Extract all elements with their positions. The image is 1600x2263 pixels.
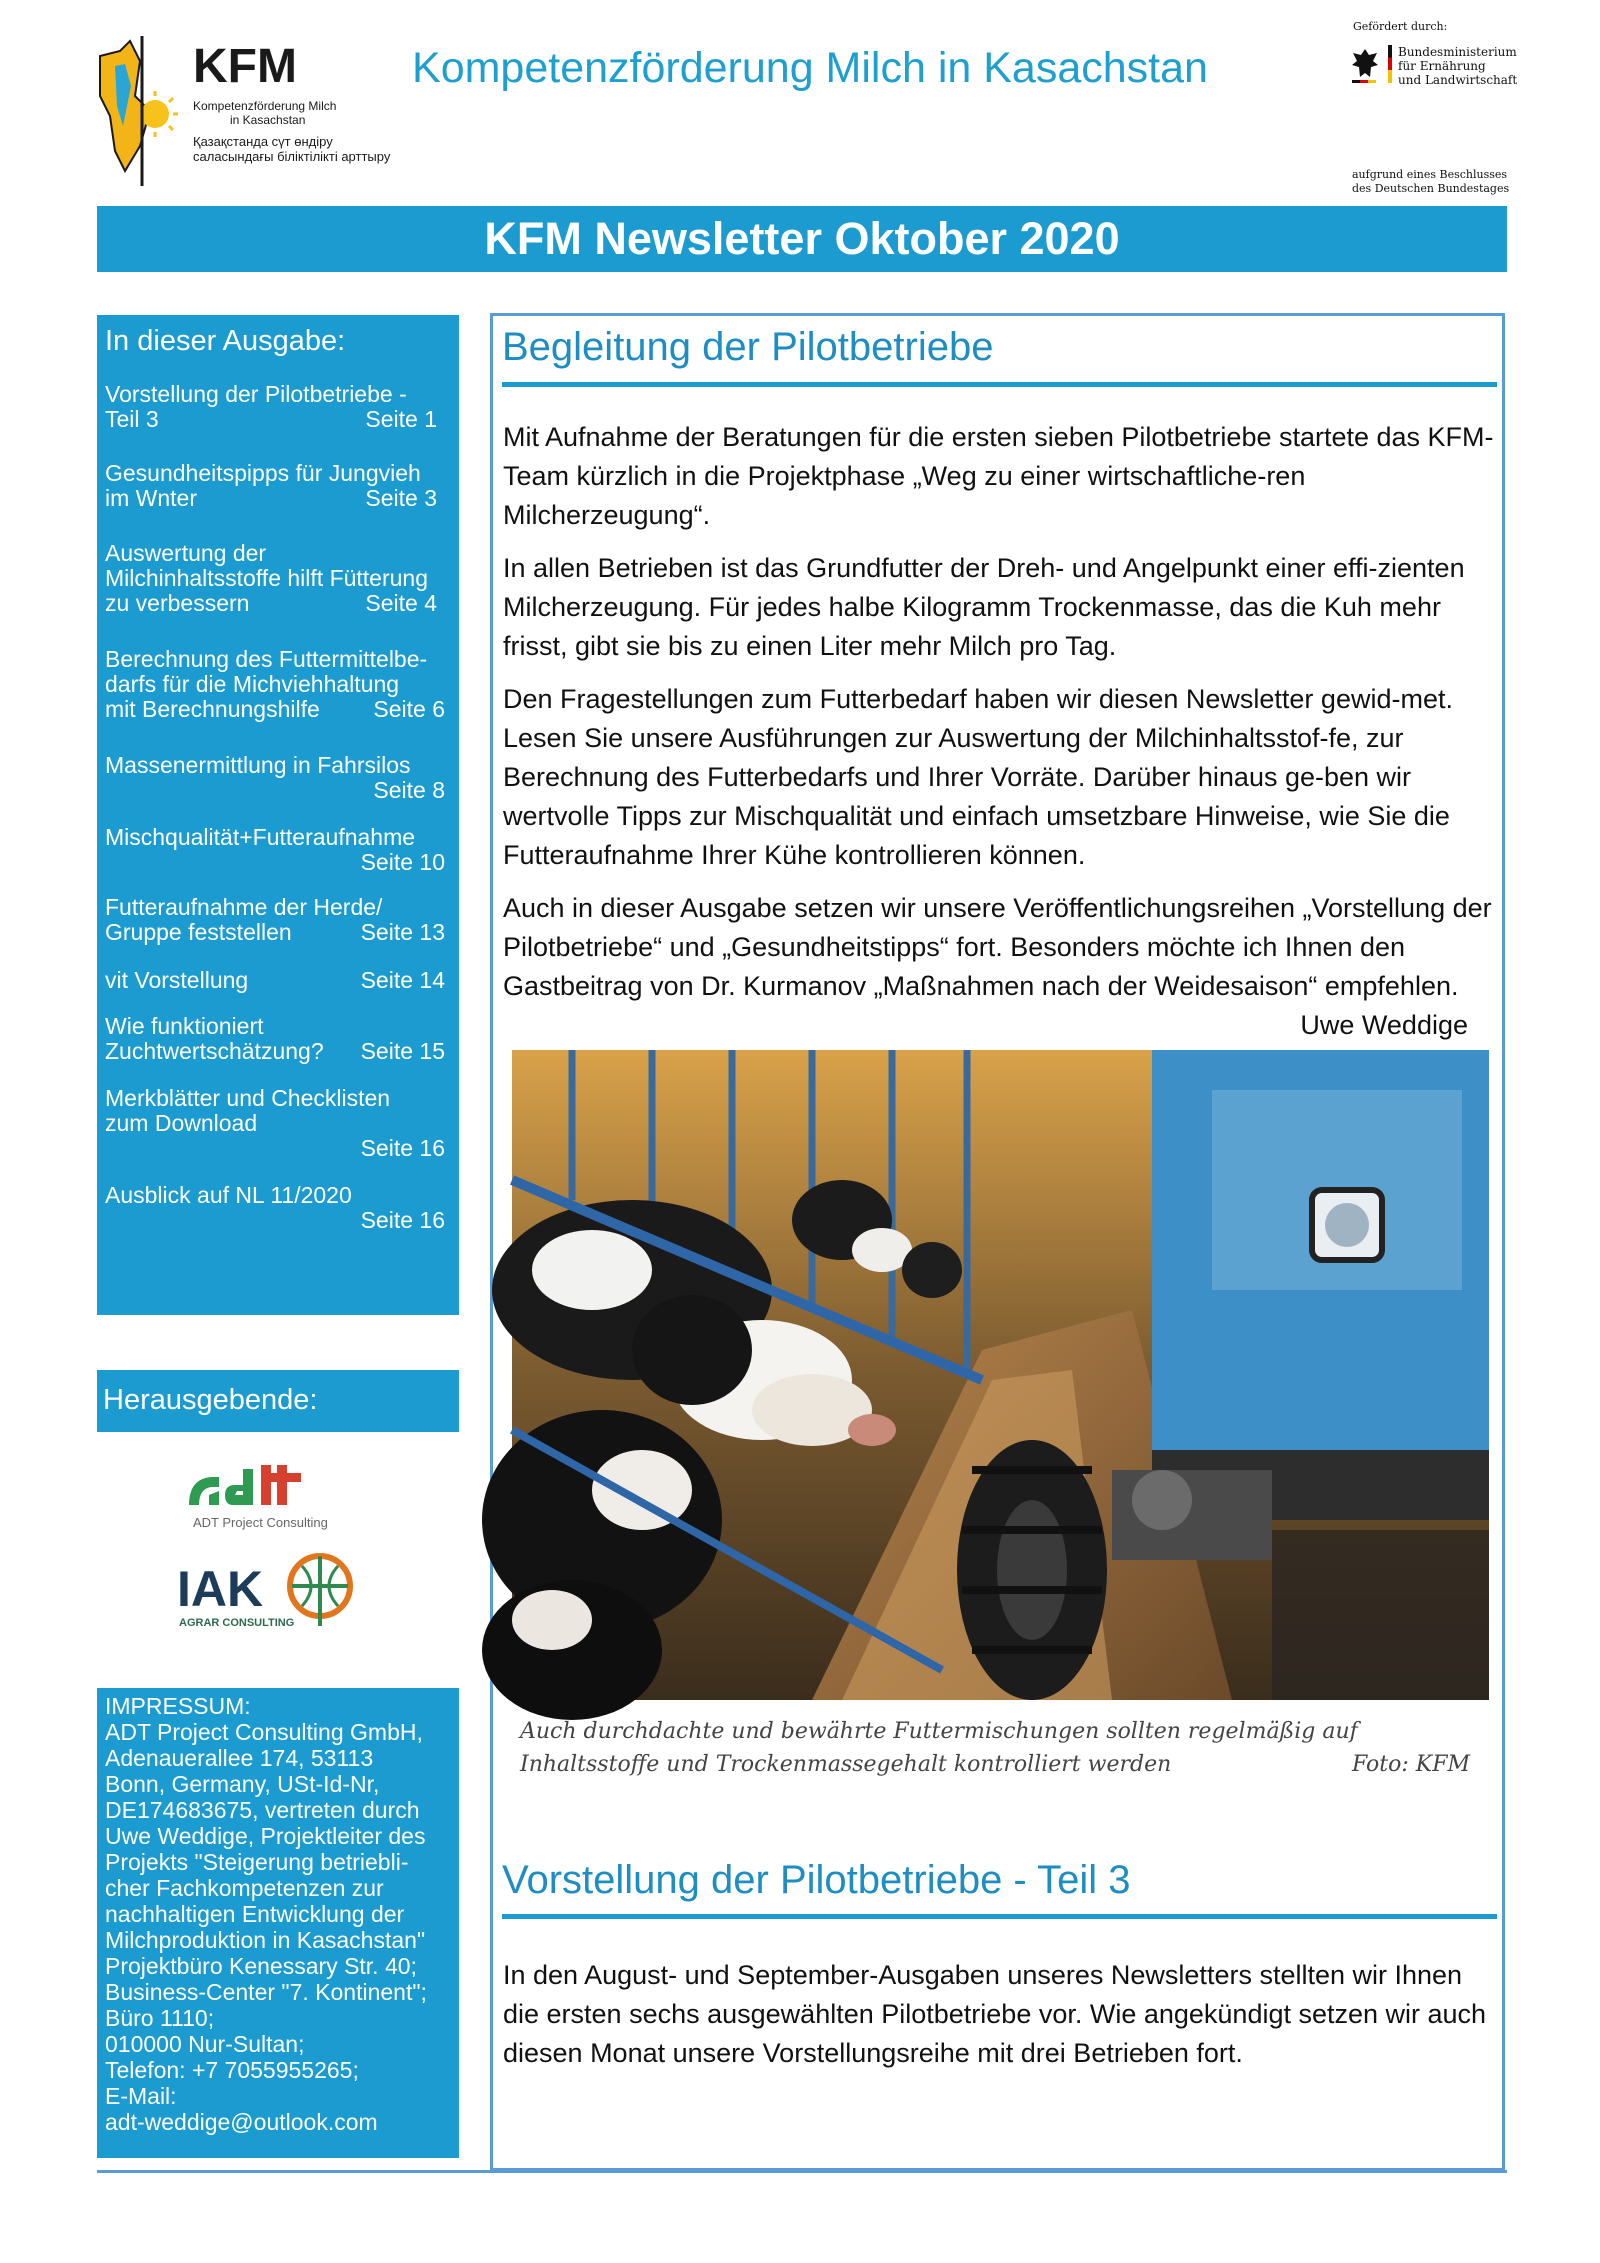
toc-item[interactable]: Merkblätter und Checklisten zum Download Seite 16: [105, 1085, 445, 1161]
newsletter-banner: KFM Newsletter Oktober 2020: [97, 206, 1507, 272]
toc-page: Seite 3: [365, 485, 437, 511]
toc-page: Seite 15: [360, 1038, 445, 1064]
article2-rule: [502, 1914, 1497, 1919]
sponsor-intro: Gefördert durch:: [1353, 20, 1448, 33]
toc-page: Seite 16: [360, 1135, 445, 1161]
toc-item[interactable]: vit Vorstellung Seite 14: [105, 967, 445, 993]
adt-logo: [185, 1455, 355, 1535]
svg-text:IAK: IAK: [177, 1561, 264, 1617]
table-of-contents: [97, 315, 459, 1315]
impressum-text: ADT Project Consulting GmbH, Adenauerallee 174, 53113 Bonn, Germany, USt-Id-Nr, DE174683675, vertreten durch Uwe Weddige, Projektleiter des Projekts "Steigerung betriebli- cher Fachkompetenzen zur nachhaltigen Entwicklung der Milchproduktion in Kasachstan" Projektbüro Kenessary Str. 40; Business-Center "7. Kontinent"; Büro 1110; 010000 Nur-Sultan; Telefon: +7 7055955265; E-Mail: adt-weddige@outlook.com: [105, 1719, 451, 2135]
photo-caption: [520, 1715, 1470, 1781]
toc-page: Seite 4: [365, 590, 437, 616]
article1-paragraph-4: Auch in dieser Ausgabe setzen wir unsere Veröffentlichungsreihen „Vorstellung der Pilotbetriebe“ und „Gesundheitstipps“ fort. Besonders möchte ich Ihnen den Gastbeitrag von Dr. Kurmanov „Maßnahmen nach der Weidesaison“ empfehlen. Uwe Weddige: [503, 889, 1498, 1006]
logo-abbr: KFM: [193, 40, 297, 93]
toc-item[interactable]: Vorstellung der Pilotbetriebe - Teil 3 Seite 1: [105, 381, 437, 432]
sponsor-note-2: des Deutschen Bundestages: [1352, 182, 1510, 195]
toc-heading: In dieser Ausgabe:: [105, 325, 346, 357]
impressum-email[interactable]: adt-weddige@outlook.com: [105, 2109, 378, 2135]
toc-item[interactable]: Ausblick auf NL 11/2020 Seite 16: [105, 1182, 445, 1233]
ministry-line-1: Bundesministerium: [1398, 45, 1517, 59]
photo-caption-text: Auch durchdachte und bewährte Futtermischungen sollten regelmäßig auf Inhaltsstoffe und Trockenmassegehalt kontrolliert werden: [520, 1719, 1358, 1777]
article2-body: [503, 1956, 1498, 2087]
header-title: Kompetenzförderung Milch in Kasachstan: [412, 44, 1208, 92]
photo-credit: Foto: KFM: [1351, 1752, 1470, 1777]
toc-item[interactable]: Berechnung des Futtermittelbe- darfs für die Michviehhaltung mit Berechnungshilfe Seite 6: [105, 646, 445, 722]
article1-paragraph-3: Den Fragestellungen zum Futterbedarf haben wir diesen Newsletter gewid-met. Lesen Sie unsere Ausführungen zur Auswertung der Milchinhaltsstof-fe, zur Berechnung des Futterbedarfs und Ihrer Vorräte. Darüber hinaus ge-ben wir wertvolle Tipps zur Mischqualität und einfach umsetzbare Hinweise, wie Sie die Futteraufnahme Ihrer Kühe kontrollieren können.: [503, 684, 1453, 870]
ministry-line-3: und Landwirtschaft: [1398, 73, 1518, 87]
toc-page: Seite 10: [360, 849, 445, 875]
article2-title: Vorstellung der Pilotbetriebe - Teil 3: [502, 1858, 1131, 1902]
impressum-box: [97, 1688, 459, 2158]
svg-text:Қазақстанда сүт өндіру: Қазақстанда сүт өндіру: [193, 134, 333, 149]
toc-item[interactable]: Auswertung der Milchinhaltsstoffe hilft Fütterung zu verbessern Seite 4: [105, 540, 437, 616]
svg-text:AGRAR CONSULTING: AGRAR CONSULTING: [179, 1617, 295, 1629]
article1-rule: [502, 382, 1497, 387]
svg-text:Kompetenzförderung Milch: Kompetenzförderung Milch: [193, 99, 337, 113]
article1-paragraph-1: Mit Aufnahme der Beratungen für die ersten sieben Pilotbetriebe startete das KFM-Team kürzlich in die Projektphase „Weg zu einer wirtschaftliche-ren Milcherzeugung“.: [503, 422, 1494, 530]
bottom-rule: [97, 2170, 1507, 2173]
toc-item[interactable]: Wie funktioniert Zuchtwertschätzung? Seite 15: [105, 1013, 445, 1064]
article1-signature: Uwe Weddige: [1300, 1010, 1468, 1040]
toc-item[interactable]: Mischqualität+Futteraufnahme Seite 10: [105, 824, 445, 875]
sponsor-block: [1350, 20, 1550, 196]
toc-item[interactable]: Massenermittlung in Fahrsilos Seite 8: [105, 752, 445, 803]
toc-page: Seite 8: [373, 777, 445, 803]
svg-text:ADT Project Consulting: ADT Project Consulting: [193, 1515, 328, 1530]
toc-item[interactable]: Gesundheitspipps für Jungvieh im Wnter Seite 3: [105, 460, 437, 511]
publishers-heading: Herausgebende:: [97, 1370, 459, 1432]
barn-photo: [512, 1050, 1489, 1700]
svg-text:in Kasachstan: in Kasachstan: [230, 113, 306, 127]
sponsor-note-1: aufgrund eines Beschlusses: [1352, 168, 1508, 181]
toc-page: Seite 14: [360, 967, 445, 993]
article2-paragraph-1: In den August- und September-Ausgaben unseres Newsletters stellten wir Ihnen die ersten sechs ausgewählten Pilotbetriebe vor. Wie angekündigt setzen wir auch diesen Monat unsere Vorstellungsreihe mit drei Betrieben fort.: [503, 1960, 1487, 2068]
article1-title: Begleitung der Pilotbetriebe: [502, 325, 994, 369]
toc-page: Seite 16: [360, 1207, 445, 1233]
svg-text:саласындағы біліктілікті артты: саласындағы біліктілікті арттыру: [193, 149, 391, 164]
article1-paragraph-2: In allen Betrieben ist das Grundfutter der Dreh- und Angelpunkt einer effi-zienten Milcherzeugung. Für jedes halbe Kilogramm Trockenmasse, das die Kuh mehr frisst, gibt sie bis zu einen Liter mehr Milch pro Tag.: [503, 553, 1465, 661]
article1-body: [503, 418, 1498, 1045]
toc-page: Seite 1: [365, 406, 437, 432]
toc-item[interactable]: Futteraufnahme der Herde/ Gruppe feststellen Seite 13: [105, 894, 445, 945]
toc-page: Seite 6: [373, 696, 445, 722]
ministry-line-2: für Ernährung: [1398, 59, 1486, 73]
impressum-heading: IMPRESSUM:: [105, 1693, 251, 1719]
iak-logo: [175, 1548, 365, 1633]
federal-eagle-icon: [1350, 45, 1380, 85]
toc-page: Seite 13: [360, 919, 445, 945]
kfm-logo: [95, 36, 391, 186]
